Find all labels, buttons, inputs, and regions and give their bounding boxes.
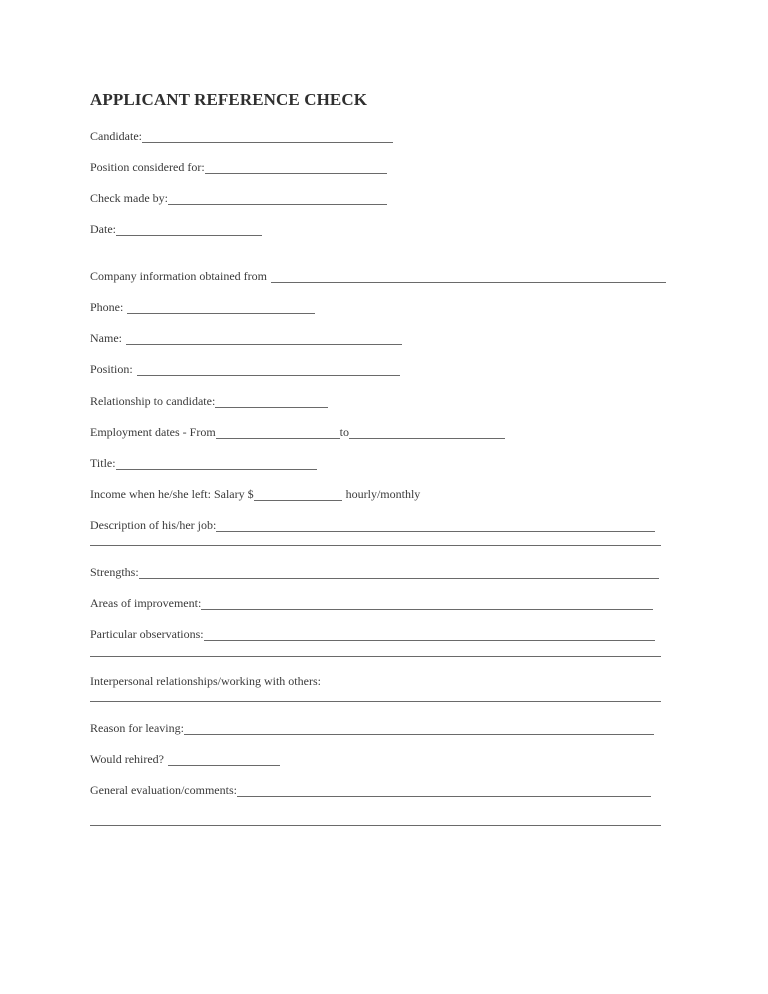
relationship-label: Relationship to candidate: bbox=[90, 394, 216, 408]
areas-improvement-field[interactable] bbox=[201, 597, 653, 610]
date-field[interactable] bbox=[116, 223, 262, 236]
observations-field[interactable] bbox=[204, 628, 655, 641]
position-row bbox=[90, 362, 400, 376]
general-evaluation-extra-line[interactable] bbox=[90, 825, 661, 826]
interpersonal-row bbox=[90, 674, 321, 688]
relationship-field[interactable] bbox=[215, 395, 328, 408]
reason-leaving-field[interactable] bbox=[184, 722, 654, 735]
company-info-row bbox=[90, 269, 666, 283]
salary-field[interactable] bbox=[254, 488, 342, 501]
form-title: APPLICANT REFERENCE CHECK bbox=[90, 90, 368, 109]
employment-dates-row bbox=[90, 425, 505, 439]
candidate-label: Candidate: bbox=[90, 129, 142, 143]
phone-row bbox=[90, 300, 315, 314]
title-label: Title: bbox=[90, 456, 116, 470]
areas-improvement-label: Areas of improvement: bbox=[90, 596, 202, 610]
candidate-field[interactable] bbox=[142, 130, 393, 143]
interpersonal-line[interactable] bbox=[90, 701, 661, 702]
observations-extra-line[interactable] bbox=[90, 656, 661, 657]
position-considered-label: Position considered for: bbox=[90, 160, 205, 174]
strengths-field[interactable] bbox=[139, 566, 659, 579]
strengths-label: Strengths: bbox=[90, 565, 139, 579]
general-evaluation-field[interactable] bbox=[237, 784, 651, 797]
name-row bbox=[90, 331, 402, 345]
strengths-row bbox=[90, 565, 659, 579]
general-evaluation-row bbox=[90, 783, 651, 797]
company-info-field[interactable] bbox=[271, 270, 666, 283]
company-info-label: Company information obtained from bbox=[90, 269, 267, 283]
date-label: Date: bbox=[90, 222, 116, 236]
rehire-field[interactable] bbox=[168, 753, 280, 766]
job-description-row bbox=[90, 518, 655, 532]
interpersonal-label: Interpersonal relationships/working with others: bbox=[90, 674, 321, 688]
name-label: Name: bbox=[90, 331, 122, 345]
employment-dates-to-label: to bbox=[339, 425, 349, 439]
job-description-label: Description of his/her job: bbox=[90, 518, 217, 532]
income-row bbox=[90, 487, 420, 501]
job-description-field[interactable] bbox=[216, 519, 655, 532]
name-field[interactable] bbox=[126, 332, 402, 345]
employment-from-field[interactable] bbox=[216, 426, 340, 439]
income-suffix-label: hourly/monthly bbox=[345, 487, 421, 501]
general-evaluation-label: General evaluation/comments: bbox=[90, 783, 237, 797]
areas-improvement-row bbox=[90, 596, 653, 610]
income-label: Income when he/she left: Salary $ bbox=[90, 487, 254, 501]
title-row bbox=[90, 456, 317, 470]
phone-field[interactable] bbox=[127, 301, 315, 314]
check-made-by-field[interactable] bbox=[168, 192, 387, 205]
title-field[interactable] bbox=[116, 457, 317, 470]
phone-label: Phone: bbox=[90, 300, 124, 314]
position-label: Position: bbox=[90, 362, 133, 376]
relationship-row bbox=[90, 394, 328, 408]
position-considered-row bbox=[90, 160, 387, 174]
observations-label: Particular observations: bbox=[90, 627, 204, 641]
rehire-row bbox=[90, 752, 280, 766]
check-made-by-label: Check made by: bbox=[90, 191, 168, 205]
rehire-label: Would rehired? bbox=[90, 752, 165, 766]
check-made-by-row bbox=[90, 191, 387, 205]
position-considered-field[interactable] bbox=[205, 161, 387, 174]
employment-to-field[interactable] bbox=[349, 426, 505, 439]
observations-row bbox=[90, 627, 655, 641]
position-field[interactable] bbox=[137, 363, 400, 376]
reason-leaving-label: Reason for leaving: bbox=[90, 721, 184, 735]
reason-leaving-row bbox=[90, 721, 654, 735]
candidate-row bbox=[90, 129, 393, 143]
date-row bbox=[90, 222, 262, 236]
employment-dates-from-label: Employment dates - From bbox=[90, 425, 216, 439]
job-description-extra-line[interactable] bbox=[90, 545, 661, 546]
